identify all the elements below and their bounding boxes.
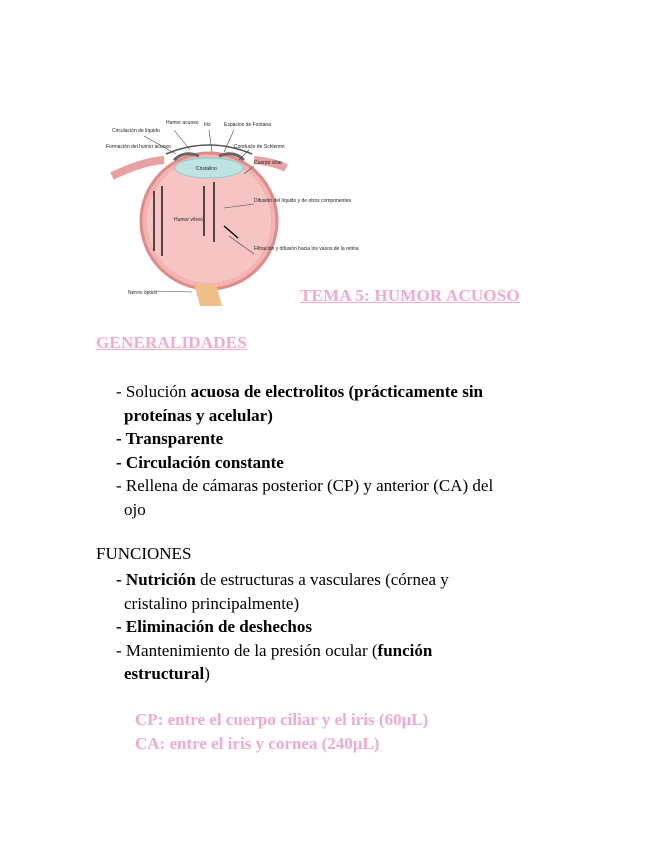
page-title: TEMA 5: HUMOR ACUOSO	[300, 286, 520, 305]
section-heading-funciones: FUNCIONES	[96, 544, 192, 563]
list-item: - Circulación constante	[116, 452, 284, 472]
generalidades-list	[116, 380, 576, 521]
label-espacios-fontana: Espacios de Fontana	[224, 122, 271, 128]
eye-diagram-svg	[104, 116, 359, 306]
list-item: - Eliminación de deshechos	[116, 617, 313, 636]
label-humor-acuoso: Humor acuoso	[166, 120, 199, 126]
list-item: - Mantenimiento de la presión ocular (función estructural)	[116, 640, 433, 683]
label-conducto-schlemm: Conducto de Schlemm	[234, 144, 285, 150]
funciones-list	[116, 568, 576, 686]
list-item: - Rellena de cámaras posterior (CP) y anterior (CA) del ojo	[116, 476, 494, 519]
list-item: - Transparente	[116, 429, 224, 448]
list-item: - Nutrición de estructuras a vasculares (córnea y cristalino principalmente)	[116, 570, 449, 613]
label-cuerpo-ciliar: Cuerpo ciliar	[254, 160, 283, 166]
label-circulacion: Circulación de líquido	[112, 128, 160, 134]
label-filtracion: Filtración y difusión hacia los vasos de la retina	[254, 246, 359, 252]
label-cristalino: Cristalino	[196, 166, 217, 172]
section-heading-generalidades: GENERALIDADES	[96, 333, 247, 352]
label-nervio-optico: Nervio óptico	[128, 290, 158, 296]
label-iris: Iris	[204, 122, 211, 128]
label-humor-vitreo: Humor vítreo	[174, 217, 203, 223]
note-ca: CA: entre el iris y cornea (240μL)	[135, 734, 380, 753]
label-difusion: Difusión del líquido y de otros componentes	[254, 198, 352, 204]
list-item: - Solución acuosa de electrolitos (prácticamente sin proteínas y acelular)	[116, 382, 484, 425]
note-cp: CP: entre el cuerpo ciliar y el iris (60μL)	[135, 710, 429, 729]
label-formacion: Formación del humor acuoso	[106, 144, 171, 150]
eye-diagram	[104, 116, 359, 306]
